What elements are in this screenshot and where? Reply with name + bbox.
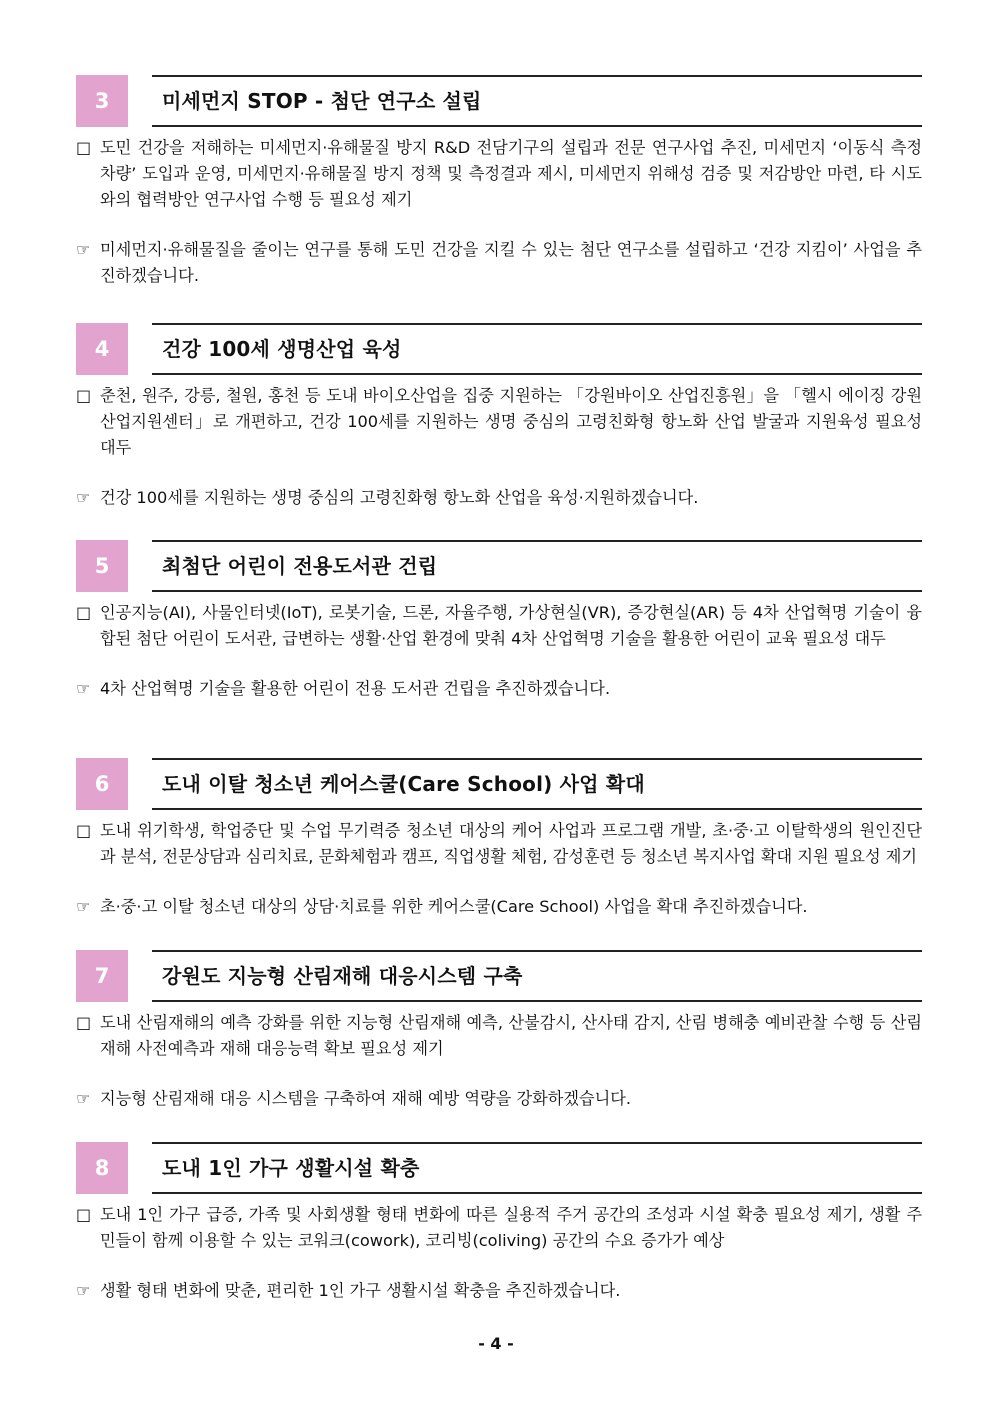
pointing-hand-icon: ☞: [76, 240, 91, 259]
pledge-text: 초·중·고 이탈 청소년 대상의 상담·치료를 위한 케어스쿨(Care School) 사업을 확대 추진하겠습니다.: [100, 897, 808, 916]
pointing-hand-icon: ☞: [76, 1089, 91, 1108]
section-title: 도내 이탈 청소년 케어스쿨(Care School) 사업 확대: [162, 772, 645, 796]
section-header: [76, 75, 922, 127]
pledge-text: 생활 형태 변화에 맞춘, 편리한 1인 가구 생활시설 확충을 추진하겠습니다.: [100, 1281, 621, 1300]
checkbox-bullet-icon: □: [76, 603, 92, 622]
pointing-hand-icon: ☞: [76, 1281, 91, 1300]
section-title: 미세먼지 STOP - 첨단 연구소 설립: [162, 89, 482, 113]
header-rule-bottom: [152, 125, 922, 127]
pledge-section-3: [76, 75, 922, 289]
section-header: [76, 323, 922, 375]
background-paragraph: [76, 600, 922, 652]
checkbox-bullet-icon: □: [76, 138, 92, 157]
header-rule-bottom: [152, 590, 922, 592]
section-number-badge: 4: [76, 323, 128, 375]
pledge-section-6: [76, 758, 922, 920]
background-text: 춘천, 원주, 강릉, 철원, 홍천 등 도내 바이오산업을 집중 지원하는 「강원바이오 산업진흥원」을 「헬시 에이징 강원산업지원센터」로 개편하고, 건강 100세를 지원하는 생명 중심의 고령친화형 항노화 산업 발굴과 지원육성 필요성 대두: [100, 386, 922, 457]
pointing-hand-icon: ☞: [76, 488, 91, 507]
pledge-section-4: [76, 323, 922, 511]
background-paragraph: [76, 383, 922, 461]
pledge-paragraph: [76, 1278, 922, 1304]
background-text: 도내 산림재해의 예측 강화를 위한 지능형 산림재해 예측, 산불감시, 산사태 감지, 산림 병해충 예비관찰 수행 등 산림재해 사전예측과 재해 대응능력 확보 필요성 제기: [100, 1013, 922, 1058]
background-text: 도민 건강을 저해하는 미세먼지·유해물질 방지 R&D 전담기구의 설립과 전문 연구사업 추진, 미세먼지 ‘이동식 측정 차량’ 도입과 운영, 미세먼지·유해물질 방지 정책 및 측정결과 제시, 미세먼지 위해성 검증 및 저감방안 마련, 타 시도와의 협력방안 연구사업 수행 등 필요성 제기: [100, 138, 922, 209]
section-number-badge: 7: [76, 950, 128, 1002]
pledge-paragraph: [76, 1086, 922, 1112]
section-header: [76, 540, 922, 592]
pledge-text: 4차 산업혁명 기술을 활용한 어린이 전용 도서관 건립을 추진하겠습니다.: [100, 679, 611, 698]
pledge-paragraph: [76, 894, 922, 920]
pledge-text: 지능형 산림재해 대응 시스템을 구축하여 재해 예방 역량을 강화하겠습니다.: [100, 1089, 632, 1108]
header-rule-bottom: [152, 1000, 922, 1002]
pledge-text: 건강 100세를 지원하는 생명 중심의 고령친화형 항노화 산업을 육성·지원하겠습니다.: [100, 488, 699, 507]
pointing-hand-icon: ☞: [76, 897, 91, 916]
checkbox-bullet-icon: □: [76, 1205, 92, 1224]
background-text: 도내 1인 가구 급증, 가족 및 사회생활 형태 변화에 따른 실용적 주거 공간의 조성과 시설 확충 필요성 제기, 생활 주민들이 함께 이용할 수 있는 코워크(cowork), 코리빙(coliving) 공간의 수요 증가가 예상: [100, 1205, 922, 1250]
pledge-section-8: [76, 1142, 922, 1304]
checkbox-bullet-icon: □: [76, 1013, 92, 1032]
background-text: 인공지능(AI), 사물인터넷(IoT), 로봇기술, 드론, 자율주행, 가상현실(VR), 증강현실(AR) 등 4차 산업혁명 기술이 융합된 첨단 어린이 도서관, 급변하는 생활·산업 환경에 맞춰 4차 산업혁명 기술을 활용한 어린이 교육 필요성 대두: [100, 603, 922, 648]
pointing-hand-icon: ☞: [76, 679, 91, 698]
section-number-badge: 3: [76, 75, 128, 127]
pledge-paragraph: [76, 676, 922, 702]
pledge-paragraph: [76, 485, 922, 511]
pledge-paragraph: [76, 237, 922, 289]
header-rule-bottom: [152, 1192, 922, 1194]
background-paragraph: [76, 1202, 922, 1254]
pledge-section-7: [76, 950, 922, 1112]
background-paragraph: [76, 135, 922, 213]
section-number-badge: 5: [76, 540, 128, 592]
section-title: 건강 100세 생명산업 육성: [162, 337, 402, 361]
pledge-section-5: [76, 540, 922, 702]
section-title: 강원도 지능형 산림재해 대응시스템 구축: [162, 964, 523, 988]
section-header: [76, 758, 922, 810]
section-title: 최첨단 어린이 전용도서관 건립: [162, 554, 438, 578]
section-number-badge: 8: [76, 1142, 128, 1194]
header-rule-bottom: [152, 373, 922, 375]
section-number-badge: 6: [76, 758, 128, 810]
header-rule-bottom: [152, 808, 922, 810]
checkbox-bullet-icon: □: [76, 821, 92, 840]
section-header: [76, 950, 922, 1002]
pledge-text: 미세먼지·유해물질을 줄이는 연구를 통해 도민 건강을 지킬 수 있는 첨단 연구소를 설립하고 ‘건강 지킴이’ 사업을 추진하겠습니다.: [100, 240, 922, 285]
background-text: 도내 위기학생, 학업중단 및 수업 무기력증 청소년 대상의 케어 사업과 프로그램 개발, 초·중·고 이탈학생의 원인진단과 분석, 전문상담과 심리치료, 문화체험과 캠프, 직업생활 체험, 감성훈련 등 청소년 복지사업 확대 지원 필요성 제기: [100, 821, 922, 866]
section-header: [76, 1142, 922, 1194]
page-number: - 4 -: [478, 1334, 514, 1353]
section-title: 도내 1인 가구 생활시설 확충: [162, 1156, 420, 1180]
background-paragraph: [76, 818, 922, 870]
background-paragraph: [76, 1010, 922, 1062]
checkbox-bullet-icon: □: [76, 386, 92, 405]
